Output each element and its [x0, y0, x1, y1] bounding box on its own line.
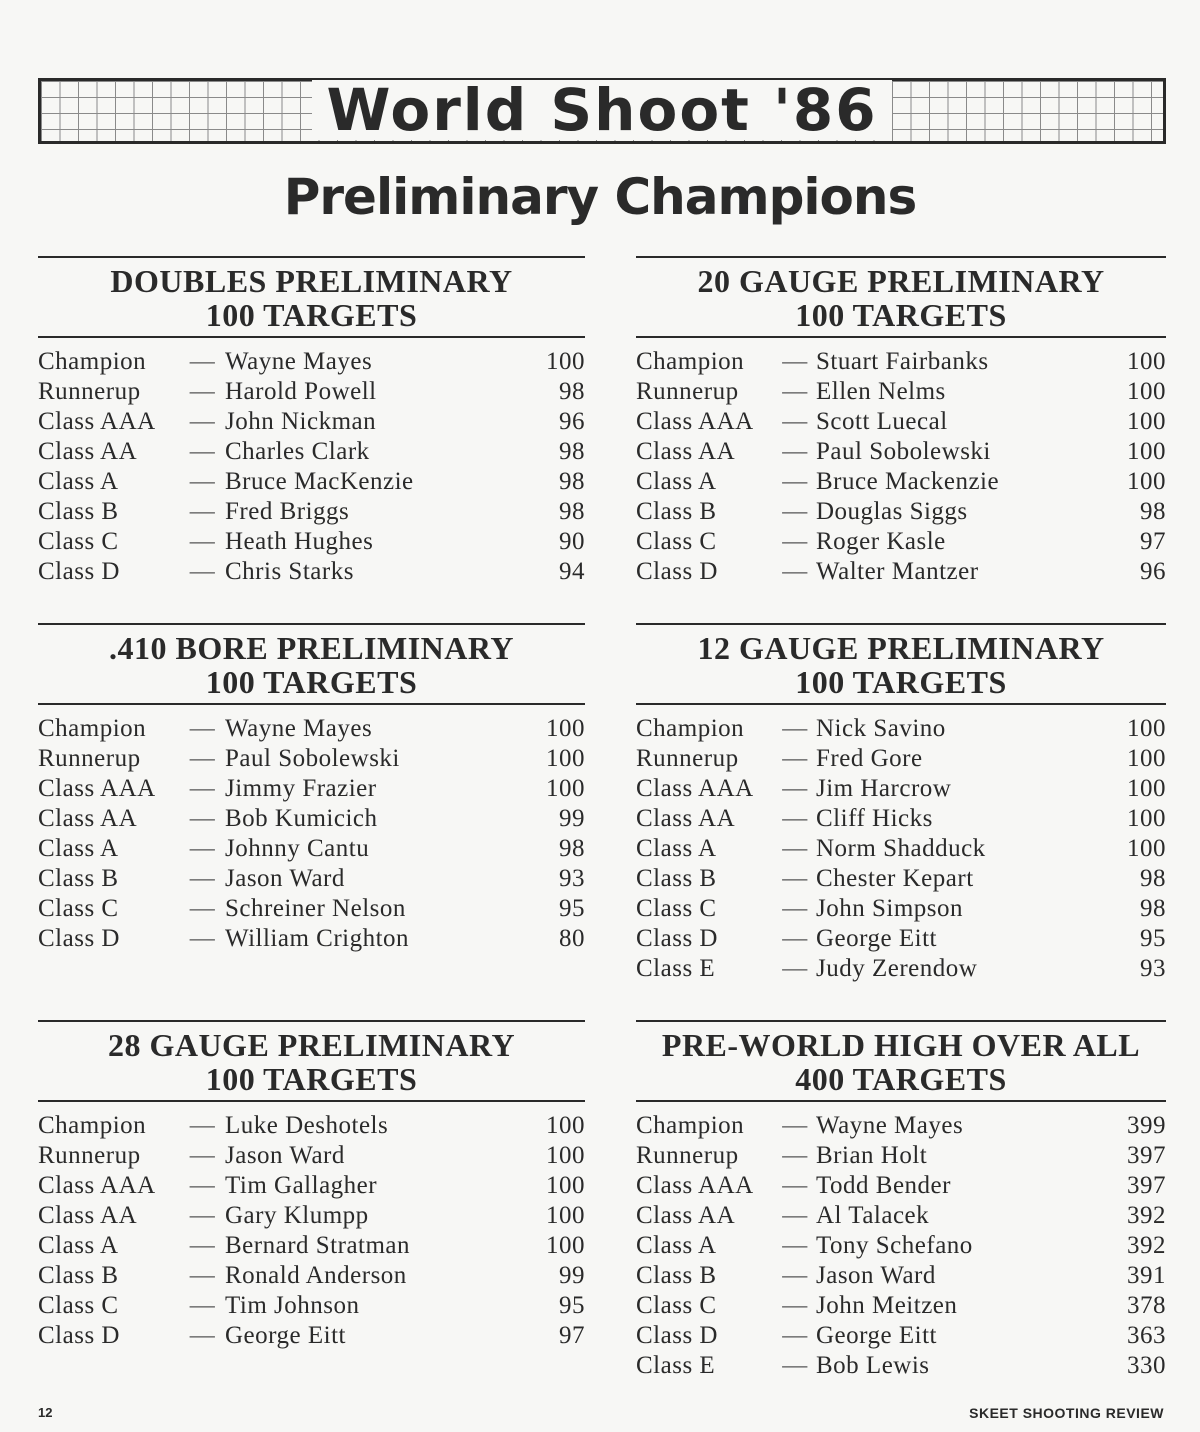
- score: 100: [546, 775, 585, 802]
- result-row: [636, 955, 1166, 985]
- result-row: [636, 348, 1166, 378]
- class-label: Class AA: [636, 1202, 736, 1229]
- class-label: Runnerup: [38, 1142, 141, 1169]
- class-label: Class C: [636, 1292, 717, 1319]
- result-row: [38, 925, 585, 955]
- score: 100: [546, 1142, 585, 1169]
- class-label: Champion: [636, 348, 745, 375]
- shooter-name: Tim Gallagher: [225, 1172, 378, 1199]
- dash-separator: —: [189, 835, 216, 862]
- shooter-name: Bruce Mackenzie: [816, 468, 1000, 495]
- class-label: Class B: [636, 1262, 717, 1289]
- dash-separator: —: [782, 895, 808, 922]
- shooter-name: Bob Kumicich: [225, 805, 378, 832]
- class-label: Class D: [636, 558, 718, 585]
- dash-separator: —: [189, 408, 216, 435]
- class-label: Class AA: [38, 805, 138, 832]
- class-label: Class AA: [636, 805, 736, 832]
- shooter-name: Harold Powell: [225, 378, 377, 405]
- dash-separator: —: [782, 805, 808, 832]
- shooter-name: Wayne Mayes: [225, 348, 373, 375]
- score: 94: [559, 558, 585, 585]
- dash-separator: —: [189, 775, 216, 802]
- score: 399: [1127, 1112, 1166, 1139]
- dash-separator: —: [782, 775, 808, 802]
- result-row: [38, 348, 585, 378]
- dash-separator: —: [189, 1322, 216, 1349]
- dash-separator: —: [189, 715, 216, 742]
- result-row: [636, 408, 1166, 438]
- result-row: [636, 378, 1166, 408]
- dash-separator: —: [189, 498, 216, 525]
- score: 98: [559, 498, 585, 525]
- shooter-name: Johnny Cantu: [225, 835, 370, 862]
- section-targets: 100 TARGETS: [205, 664, 418, 700]
- class-label: Class B: [636, 498, 717, 525]
- score: 100: [1127, 468, 1166, 495]
- result-row: [38, 1292, 585, 1322]
- result-row: [636, 1172, 1166, 1202]
- section-header: [38, 256, 585, 338]
- dash-separator: —: [782, 1112, 808, 1139]
- dash-separator: —: [189, 1262, 216, 1289]
- results-list: [38, 1102, 585, 1352]
- shooter-name: Fred Briggs: [225, 498, 350, 525]
- score: 95: [559, 1292, 585, 1319]
- class-label: Class AAA: [636, 775, 754, 802]
- result-row: [636, 1112, 1166, 1142]
- shooter-name: Todd Bender: [816, 1172, 951, 1199]
- section-title: 28 GAUGE PRELIMINARY: [107, 1027, 516, 1063]
- shooter-name: Cliff Hicks: [816, 805, 933, 832]
- publication-name: SKEET SHOOTING REVIEW: [969, 1405, 1164, 1421]
- result-row: [636, 775, 1166, 805]
- shooter-name: Chris Starks: [225, 558, 354, 585]
- dash-separator: —: [782, 865, 808, 892]
- dash-separator: —: [189, 558, 216, 585]
- score: 100: [1127, 408, 1166, 435]
- shooter-name: Schreiner Nelson: [225, 895, 406, 922]
- shooter-name: Tony Schefano: [816, 1232, 973, 1259]
- shooter-name: Norm Shadduck: [816, 835, 986, 862]
- dash-separator: —: [782, 1352, 808, 1379]
- result-row: [636, 835, 1166, 865]
- dash-separator: —: [189, 1172, 216, 1199]
- result-row: [38, 408, 585, 438]
- score: 397: [1127, 1172, 1166, 1199]
- shooter-name: Charles Clark: [225, 438, 370, 465]
- section-targets: 100 TARGETS: [795, 664, 1007, 700]
- class-label: Class A: [636, 468, 717, 495]
- section-title: PRE-WORLD HIGH OVER ALL: [661, 1027, 1141, 1063]
- dash-separator: —: [782, 348, 808, 375]
- section-title: .410 BORE PRELIMINARY: [109, 630, 514, 666]
- section-targets: 100 TARGETS: [205, 297, 418, 333]
- shooter-name: Chester Kepart: [816, 865, 974, 892]
- result-row: [38, 1322, 585, 1352]
- section-doubles: [38, 256, 585, 588]
- dash-separator: —: [189, 895, 216, 922]
- shooter-name: John Nickman: [225, 408, 377, 435]
- shooter-name: Jason Ward: [225, 865, 345, 892]
- class-label: Runnerup: [38, 378, 141, 405]
- result-row: [38, 378, 585, 408]
- dash-separator: —: [782, 745, 808, 772]
- class-label: Class AAA: [38, 1172, 156, 1199]
- class-label: Class B: [38, 1262, 119, 1289]
- class-label: Class C: [38, 528, 119, 555]
- dash-separator: —: [782, 1232, 808, 1259]
- score: 100: [546, 745, 585, 772]
- dash-separator: —: [782, 1292, 808, 1319]
- score: 392: [1127, 1202, 1166, 1229]
- dash-separator: —: [782, 835, 808, 862]
- score: 100: [1127, 715, 1166, 742]
- score: 391: [1127, 1262, 1166, 1289]
- result-row: [38, 835, 585, 865]
- class-label: Class C: [636, 528, 717, 555]
- dash-separator: —: [189, 528, 216, 555]
- result-row: [38, 528, 585, 558]
- result-row: [636, 558, 1166, 588]
- result-row: [38, 895, 585, 925]
- section-targets: 400 TARGETS: [795, 1061, 1007, 1097]
- score: 100: [1127, 348, 1166, 375]
- class-label: Class D: [38, 925, 120, 952]
- result-row: [38, 1112, 585, 1142]
- result-row: [636, 1292, 1166, 1322]
- result-row: [636, 468, 1166, 498]
- score: 330: [1127, 1352, 1166, 1379]
- result-row: [636, 1142, 1166, 1172]
- dash-separator: —: [189, 865, 216, 892]
- section-title: 12 GAUGE PRELIMINARY: [697, 630, 1105, 666]
- result-row: [636, 1352, 1166, 1382]
- section-header: [636, 623, 1166, 705]
- dash-separator: —: [782, 558, 808, 585]
- class-label: Champion: [38, 715, 147, 742]
- class-label: Class A: [38, 1232, 119, 1259]
- dash-separator: —: [189, 1112, 216, 1139]
- section-header: [636, 1020, 1166, 1102]
- result-row: [636, 925, 1166, 955]
- score: 98: [1140, 895, 1166, 922]
- result-row: [38, 865, 585, 895]
- class-label: Class C: [636, 895, 717, 922]
- shooter-name: Jason Ward: [225, 1142, 345, 1169]
- dash-separator: —: [189, 925, 216, 952]
- score: 100: [546, 348, 585, 375]
- section-header: [636, 256, 1166, 338]
- shooter-name: George Eitt: [816, 1322, 937, 1349]
- class-label: Class AA: [38, 1202, 138, 1229]
- score: 100: [1127, 835, 1166, 862]
- score: 95: [559, 895, 585, 922]
- score: 98: [559, 378, 585, 405]
- result-row: [636, 865, 1166, 895]
- dash-separator: —: [189, 348, 216, 375]
- shooter-name: Paul Sobolewski: [225, 745, 400, 772]
- score: 98: [559, 438, 585, 465]
- class-label: Champion: [38, 348, 147, 375]
- score: 100: [546, 1172, 585, 1199]
- section-title: DOUBLES PRELIMINARY: [110, 263, 513, 299]
- score: 100: [1127, 378, 1166, 405]
- score: 100: [1127, 805, 1166, 832]
- shooter-name: Al Talacek: [816, 1202, 930, 1229]
- result-row: [636, 1202, 1166, 1232]
- shooter-name: Bruce MacKenzie: [225, 468, 414, 495]
- score: 97: [559, 1322, 585, 1349]
- score: 100: [546, 1202, 585, 1229]
- shooter-name: Bernard Stratman: [225, 1232, 411, 1259]
- shooter-name: Judy Zerendow: [816, 955, 978, 982]
- results-list: [38, 338, 585, 588]
- result-row: [38, 438, 585, 468]
- score: 80: [559, 925, 585, 952]
- score: 100: [1127, 438, 1166, 465]
- dash-separator: —: [782, 925, 808, 952]
- dash-separator: —: [782, 438, 808, 465]
- shooter-name: Luke Deshotels: [225, 1112, 389, 1139]
- result-row: [636, 715, 1166, 745]
- shooter-name: Bob Lewis: [816, 1352, 930, 1379]
- result-row: [38, 468, 585, 498]
- result-row: [38, 558, 585, 588]
- score: 98: [559, 468, 585, 495]
- section-410-bore: [38, 623, 585, 955]
- result-row: [636, 1232, 1166, 1262]
- result-row: [636, 438, 1166, 468]
- result-row: [636, 528, 1166, 558]
- result-row: [38, 715, 585, 745]
- result-row: [38, 805, 585, 835]
- class-label: Runnerup: [636, 745, 739, 772]
- class-label: Class D: [636, 925, 718, 952]
- shooter-name: Wayne Mayes: [816, 1112, 964, 1139]
- shooter-name: Scott Luecal: [816, 408, 948, 435]
- score: 363: [1127, 1322, 1166, 1349]
- result-row: [636, 1322, 1166, 1352]
- dash-separator: —: [782, 378, 808, 405]
- results-list: [636, 338, 1166, 588]
- class-label: Class C: [38, 1292, 119, 1319]
- result-row: [636, 805, 1166, 835]
- shooter-name: William Crighton: [225, 925, 410, 952]
- section-high-over-all: [636, 1020, 1166, 1382]
- class-label: Runnerup: [636, 1142, 739, 1169]
- class-label: Class AA: [38, 438, 138, 465]
- score: 95: [1140, 925, 1166, 952]
- score: 98: [1140, 865, 1166, 892]
- shooter-name: Paul Sobolewski: [816, 438, 991, 465]
- class-label: Class D: [38, 1322, 120, 1349]
- dash-separator: —: [782, 715, 808, 742]
- score: 97: [1140, 528, 1166, 555]
- result-row: [38, 1262, 585, 1292]
- shooter-name: Tim Johnson: [225, 1292, 360, 1319]
- class-label: Runnerup: [636, 378, 739, 405]
- section-targets: 100 TARGETS: [795, 297, 1007, 333]
- shooter-name: Jason Ward: [816, 1262, 936, 1289]
- dash-separator: —: [782, 498, 808, 525]
- class-label: Champion: [636, 1112, 745, 1139]
- dash-separator: —: [782, 408, 808, 435]
- shooter-name: Wayne Mayes: [225, 715, 373, 742]
- score: 96: [1140, 558, 1166, 585]
- shooter-name: Jimmy Frazier: [225, 775, 377, 802]
- section-28-gauge: [38, 1020, 585, 1352]
- shooter-name: John Simpson: [816, 895, 964, 922]
- score: 397: [1127, 1142, 1166, 1169]
- dash-separator: —: [189, 378, 216, 405]
- section-header: [38, 623, 585, 705]
- banner-title: World Shoot '86: [312, 80, 891, 140]
- class-label: Class D: [636, 1322, 718, 1349]
- section-12-gauge: [636, 623, 1166, 985]
- dash-separator: —: [189, 805, 216, 832]
- shooter-name: Gary Klumpp: [225, 1202, 369, 1229]
- score: 378: [1127, 1292, 1166, 1319]
- class-label: Class AA: [636, 438, 736, 465]
- score: 93: [1140, 955, 1166, 982]
- dash-separator: —: [189, 745, 216, 772]
- banner: [38, 78, 1166, 144]
- score: 100: [546, 715, 585, 742]
- score: 100: [1127, 745, 1166, 772]
- results-list: [38, 705, 585, 955]
- shooter-name: Douglas Siggs: [816, 498, 968, 525]
- class-label: Class B: [38, 498, 119, 525]
- dash-separator: —: [782, 528, 808, 555]
- score: 98: [559, 835, 585, 862]
- result-row: [38, 1172, 585, 1202]
- shooter-name: Ellen Nelms: [816, 378, 946, 405]
- score: 99: [559, 805, 585, 832]
- score: 99: [559, 1262, 585, 1289]
- shooter-name: Heath Hughes: [225, 528, 374, 555]
- class-label: Champion: [38, 1112, 147, 1139]
- page-subtitle: Preliminary Champions: [283, 168, 917, 226]
- shooter-name: Roger Kasle: [816, 528, 946, 555]
- score: 96: [559, 408, 585, 435]
- shooter-name: Brian Holt: [816, 1142, 928, 1169]
- class-label: Class AAA: [38, 775, 156, 802]
- class-label: Class A: [38, 468, 119, 495]
- shooter-name: Walter Mantzer: [816, 558, 979, 585]
- score: 93: [559, 865, 585, 892]
- class-label: Class A: [636, 835, 717, 862]
- dash-separator: —: [782, 955, 808, 982]
- dash-separator: —: [189, 438, 216, 465]
- dash-separator: —: [189, 1202, 216, 1229]
- class-label: Runnerup: [38, 745, 141, 772]
- result-row: [38, 498, 585, 528]
- shooter-name: Fred Gore: [816, 745, 923, 772]
- score: 98: [1140, 498, 1166, 525]
- score: 392: [1127, 1232, 1166, 1259]
- result-row: [38, 1142, 585, 1172]
- shooter-name: George Eitt: [816, 925, 937, 952]
- section-20-gauge: [636, 256, 1166, 588]
- results-list: [636, 705, 1166, 985]
- class-label: Class E: [636, 1352, 716, 1379]
- class-label: Class A: [636, 1232, 717, 1259]
- result-row: [636, 1262, 1166, 1292]
- class-label: Class D: [38, 558, 120, 585]
- dash-separator: —: [782, 1262, 808, 1289]
- dash-separator: —: [782, 1202, 808, 1229]
- section-title: 20 GAUGE PRELIMINARY: [697, 263, 1105, 299]
- class-label: Class A: [38, 835, 119, 862]
- class-label: Class E: [636, 955, 716, 982]
- class-label: Class AAA: [636, 408, 754, 435]
- result-row: [636, 895, 1166, 925]
- dash-separator: —: [782, 468, 808, 495]
- score: 90: [559, 528, 585, 555]
- result-row: [636, 745, 1166, 775]
- dash-separator: —: [782, 1142, 808, 1169]
- result-row: [38, 1232, 585, 1262]
- result-row: [636, 498, 1166, 528]
- dash-separator: —: [782, 1172, 808, 1199]
- class-label: Class B: [38, 865, 119, 892]
- results-list: [636, 1102, 1166, 1382]
- result-row: [38, 1202, 585, 1232]
- class-label: Class AAA: [38, 408, 156, 435]
- dash-separator: —: [782, 1322, 808, 1349]
- class-label: Class C: [38, 895, 119, 922]
- result-row: [38, 745, 585, 775]
- shooter-name: Stuart Fairbanks: [816, 348, 989, 375]
- dash-separator: —: [189, 468, 216, 495]
- page-number: 12: [38, 1405, 53, 1420]
- shooter-name: John Meitzen: [816, 1292, 958, 1319]
- score: 100: [546, 1112, 585, 1139]
- class-label: Class AAA: [636, 1172, 754, 1199]
- shooter-name: George Eitt: [225, 1322, 346, 1349]
- section-targets: 100 TARGETS: [205, 1061, 418, 1097]
- dash-separator: —: [189, 1142, 216, 1169]
- result-row: [38, 775, 585, 805]
- score: 100: [546, 1232, 585, 1259]
- class-label: Champion: [636, 715, 745, 742]
- shooter-name: Jim Harcrow: [816, 775, 952, 802]
- class-label: Class B: [636, 865, 717, 892]
- shooter-name: Ronald Anderson: [225, 1262, 407, 1289]
- dash-separator: —: [189, 1232, 216, 1259]
- shooter-name: Nick Savino: [816, 715, 946, 742]
- section-header: [38, 1020, 585, 1102]
- score: 100: [1127, 775, 1166, 802]
- dash-separator: —: [189, 1292, 216, 1319]
